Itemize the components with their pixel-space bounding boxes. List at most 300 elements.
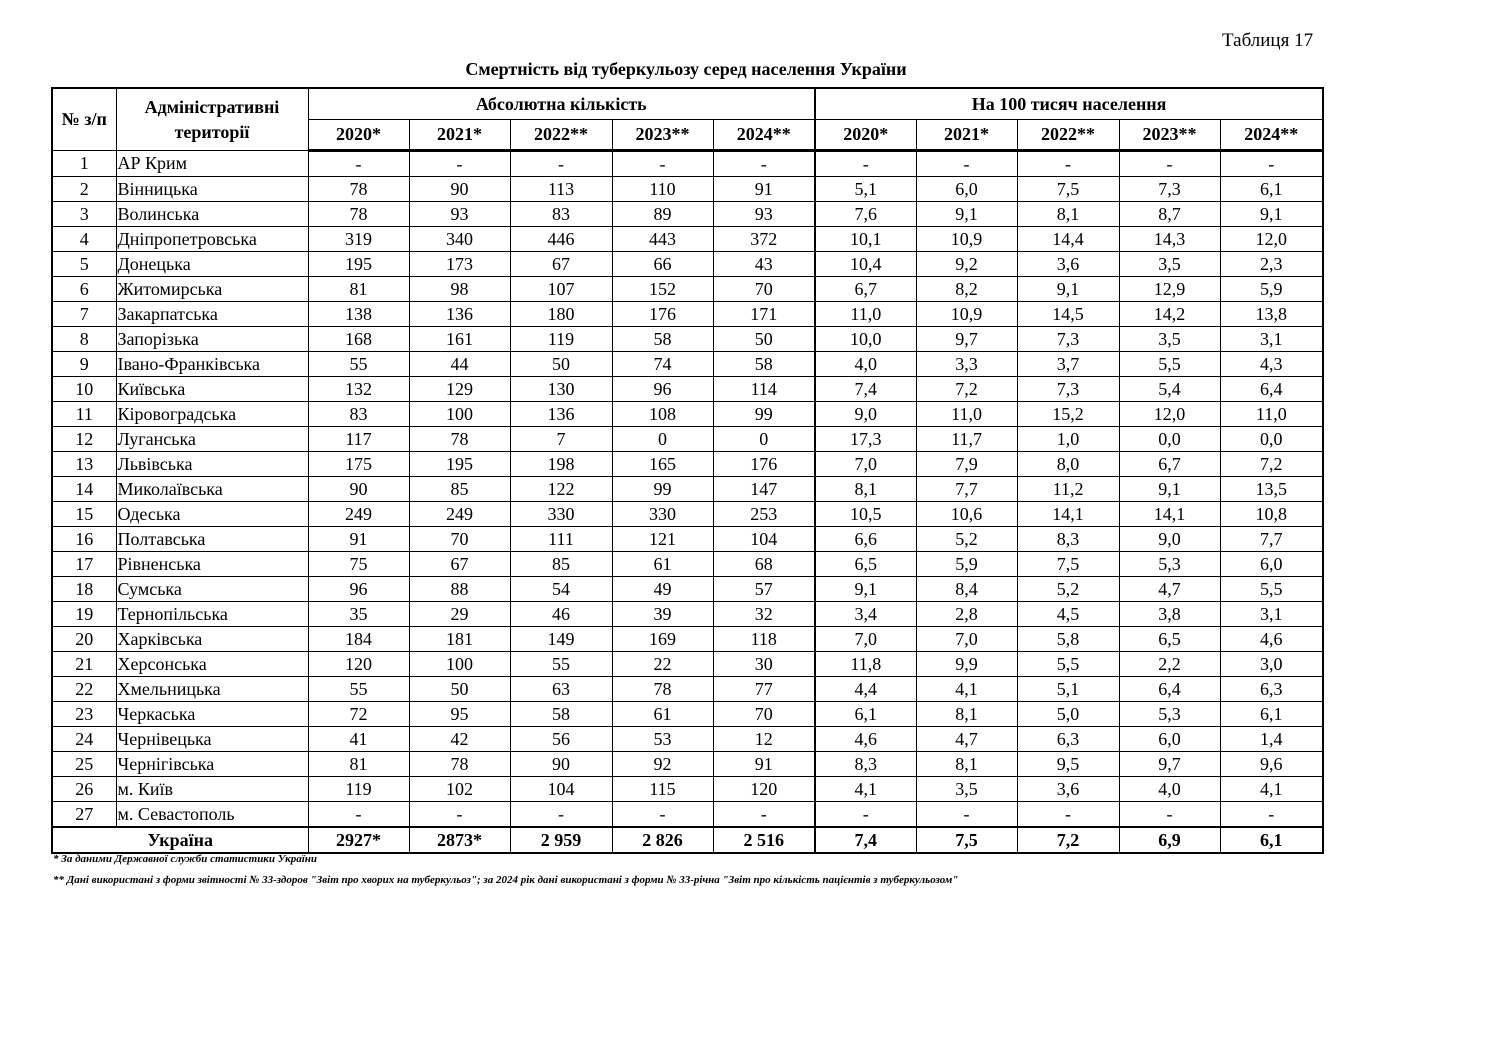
rate-cell: 9,6	[1220, 752, 1323, 777]
territory-name: Чернігівська	[116, 752, 308, 777]
rate-cell: 6,1	[1220, 177, 1323, 202]
absolute-count-cell: 43	[713, 252, 815, 277]
absolute-count-cell: 58	[713, 352, 815, 377]
row-number: 24	[52, 727, 116, 752]
territory-name: Тернопільська	[116, 602, 308, 627]
rate-cell: 9,1	[815, 577, 916, 602]
absolute-count-cell: 104	[510, 777, 612, 802]
absolute-count-cell: 46	[510, 602, 612, 627]
absolute-count-cell: -	[308, 151, 409, 177]
row-number: 20	[52, 627, 116, 652]
row-number: 12	[52, 427, 116, 452]
total-row	[52, 827, 1323, 853]
absolute-count-cell: 78	[308, 202, 409, 227]
rate-cell: 7,0	[815, 627, 916, 652]
absolute-count-cell: 54	[510, 577, 612, 602]
absolute-count-cell: 44	[409, 352, 510, 377]
absolute-count-cell: 50	[713, 327, 815, 352]
table-row	[52, 652, 1323, 677]
rate-cell: 6,9	[1119, 827, 1220, 853]
row-number: 18	[52, 577, 116, 602]
rate-cell: 7,2	[1220, 452, 1323, 477]
rate-cell: -	[916, 151, 1017, 177]
rate-cell: 6,5	[1119, 627, 1220, 652]
absolute-count-cell: 50	[510, 352, 612, 377]
absolute-count-cell: 55	[308, 677, 409, 702]
absolute-count-cell: 330	[612, 502, 713, 527]
rate-cell: 6,0	[1119, 727, 1220, 752]
rate-cell: -	[916, 802, 1017, 828]
rate-cell: 7,5	[1017, 177, 1119, 202]
absolute-count-cell: 100	[409, 402, 510, 427]
rate-cell: 8,0	[1017, 452, 1119, 477]
absolute-count-cell: 249	[409, 502, 510, 527]
absolute-count-cell: 2 826	[612, 827, 713, 853]
territory-name: Дніпропетровська	[116, 227, 308, 252]
rate-cell: 3,7	[1017, 352, 1119, 377]
absolute-count-cell: 249	[308, 502, 409, 527]
header-year-rate: 2023**	[1119, 120, 1220, 151]
absolute-count-cell: 50	[409, 677, 510, 702]
rate-cell: 5,3	[1119, 552, 1220, 577]
absolute-count-cell: 107	[510, 277, 612, 302]
row-number: 6	[52, 277, 116, 302]
absolute-count-cell: 119	[510, 327, 612, 352]
row-number: 26	[52, 777, 116, 802]
absolute-count-cell: 136	[510, 402, 612, 427]
absolute-count-cell: 85	[409, 477, 510, 502]
absolute-count-cell: 61	[612, 552, 713, 577]
absolute-count-cell: 63	[510, 677, 612, 702]
rate-cell: 5,0	[1017, 702, 1119, 727]
rate-cell: 6,3	[1017, 727, 1119, 752]
territory-name: Київська	[116, 377, 308, 402]
absolute-count-cell: 136	[409, 302, 510, 327]
rate-cell: 14,4	[1017, 227, 1119, 252]
row-number: 16	[52, 527, 116, 552]
absolute-count-cell: 67	[409, 552, 510, 577]
rate-cell: 10,9	[916, 227, 1017, 252]
territory-name: Запорізька	[116, 327, 308, 352]
rate-cell: 6,4	[1220, 377, 1323, 402]
rate-cell: 17,3	[815, 427, 916, 452]
absolute-count-cell: 181	[409, 627, 510, 652]
rate-cell: 15,2	[1017, 402, 1119, 427]
rate-cell: -	[1017, 802, 1119, 828]
row-number: 17	[52, 552, 116, 577]
rate-cell: 6,5	[815, 552, 916, 577]
header-absolute: Абсолютна кількість	[308, 88, 815, 120]
rate-cell: 14,2	[1119, 302, 1220, 327]
absolute-count-cell: 7	[510, 427, 612, 452]
header-num: № з/п	[52, 88, 116, 151]
rate-cell: 12,0	[1119, 402, 1220, 427]
absolute-count-cell: 195	[409, 452, 510, 477]
rate-cell: 5,9	[1220, 277, 1323, 302]
rate-cell: 4,1	[815, 777, 916, 802]
row-number: 2	[52, 177, 116, 202]
rate-cell: 14,5	[1017, 302, 1119, 327]
table-row	[52, 227, 1323, 252]
rate-cell: 7,0	[815, 452, 916, 477]
rate-cell: 3,8	[1119, 602, 1220, 627]
rate-cell: -	[1220, 151, 1323, 177]
absolute-count-cell: 55	[308, 352, 409, 377]
absolute-count-cell: 96	[612, 377, 713, 402]
absolute-count-cell: -	[409, 802, 510, 828]
territory-name: Харківська	[116, 627, 308, 652]
territory-name: Черкаська	[116, 702, 308, 727]
rate-cell: 4,1	[1220, 777, 1323, 802]
absolute-count-cell: 340	[409, 227, 510, 252]
header-year-abs: 2020*	[308, 120, 409, 151]
rate-cell: 4,7	[1119, 577, 1220, 602]
table-row	[52, 502, 1323, 527]
rate-cell: 11,0	[1220, 402, 1323, 427]
table-row	[52, 151, 1323, 177]
territory-name: м. Київ	[116, 777, 308, 802]
absolute-count-cell: 115	[612, 777, 713, 802]
table-row	[52, 302, 1323, 327]
rate-cell: 7,7	[916, 477, 1017, 502]
row-number: 22	[52, 677, 116, 702]
rate-cell: 10,0	[815, 327, 916, 352]
territory-name: Кіровоградська	[116, 402, 308, 427]
absolute-count-cell: 91	[713, 177, 815, 202]
absolute-count-cell: 113	[510, 177, 612, 202]
absolute-count-cell: 330	[510, 502, 612, 527]
territory-name: Львівська	[116, 452, 308, 477]
rate-cell: -	[1017, 151, 1119, 177]
absolute-count-cell: 78	[409, 752, 510, 777]
row-number: 19	[52, 602, 116, 627]
table-row	[52, 477, 1323, 502]
absolute-count-cell: 121	[612, 527, 713, 552]
rate-cell: 6,1	[1220, 827, 1323, 853]
territory-name: Рівненська	[116, 552, 308, 577]
rate-cell: 5,2	[916, 527, 1017, 552]
table-row	[52, 402, 1323, 427]
rate-cell: 2,8	[916, 602, 1017, 627]
absolute-count-cell: 96	[308, 577, 409, 602]
absolute-count-cell: 175	[308, 452, 409, 477]
mortality-table	[51, 87, 1324, 854]
rate-cell: 11,0	[916, 402, 1017, 427]
rate-cell: -	[1119, 802, 1220, 828]
territory-name: Хмельницька	[116, 677, 308, 702]
table-row	[52, 377, 1323, 402]
absolute-count-cell: 95	[409, 702, 510, 727]
rate-cell: 6,6	[815, 527, 916, 552]
absolute-count-cell: 90	[409, 177, 510, 202]
absolute-count-cell: 138	[308, 302, 409, 327]
absolute-count-cell: 85	[510, 552, 612, 577]
absolute-count-cell: 70	[713, 702, 815, 727]
absolute-count-cell: 41	[308, 727, 409, 752]
absolute-count-cell: 130	[510, 377, 612, 402]
absolute-count-cell: 78	[308, 177, 409, 202]
rate-cell: 3,6	[1017, 252, 1119, 277]
absolute-count-cell: 89	[612, 202, 713, 227]
rate-cell: -	[815, 151, 916, 177]
rate-cell: 6,0	[1220, 552, 1323, 577]
table-row	[52, 627, 1323, 652]
absolute-count-cell: 99	[612, 477, 713, 502]
absolute-count-cell: 2873*	[409, 827, 510, 853]
rate-cell: 9,1	[1119, 477, 1220, 502]
rate-cell: 10,8	[1220, 502, 1323, 527]
territory-name: Сумська	[116, 577, 308, 602]
rate-cell: 7,3	[1017, 377, 1119, 402]
rate-cell: 14,3	[1119, 227, 1220, 252]
rate-cell: 4,4	[815, 677, 916, 702]
rate-cell: 13,5	[1220, 477, 1323, 502]
header-year-rate: 2022**	[1017, 120, 1119, 151]
absolute-count-cell: 168	[308, 327, 409, 352]
rate-cell: 8,1	[916, 702, 1017, 727]
absolute-count-cell: 29	[409, 602, 510, 627]
rate-cell: 6,1	[1220, 702, 1323, 727]
territory-name: Волинська	[116, 202, 308, 227]
rate-cell: 9,1	[1220, 202, 1323, 227]
rate-cell: 9,2	[916, 252, 1017, 277]
absolute-count-cell: 372	[713, 227, 815, 252]
absolute-count-cell: 58	[510, 702, 612, 727]
rate-cell: 9,5	[1017, 752, 1119, 777]
territory-name: Миколаївська	[116, 477, 308, 502]
rate-cell: 8,1	[815, 477, 916, 502]
absolute-count-cell: 0	[713, 427, 815, 452]
territory-name: АР Крим	[116, 151, 308, 177]
rate-cell: 9,1	[916, 202, 1017, 227]
rate-cell: 3,1	[1220, 327, 1323, 352]
table-row	[52, 552, 1323, 577]
rate-cell: 8,7	[1119, 202, 1220, 227]
absolute-count-cell: 81	[308, 752, 409, 777]
rate-cell: 9,1	[1017, 277, 1119, 302]
header-year-abs: 2024**	[713, 120, 815, 151]
absolute-count-cell: 70	[409, 527, 510, 552]
absolute-count-cell: 2 516	[713, 827, 815, 853]
rate-cell: -	[815, 802, 916, 828]
absolute-count-cell: 176	[612, 302, 713, 327]
absolute-count-cell: 90	[510, 752, 612, 777]
page-title: Смертність від туберкульозу серед населення України	[465, 59, 907, 79]
rate-cell: 5,1	[815, 177, 916, 202]
row-number: 1	[52, 151, 116, 177]
absolute-count-cell: 39	[612, 602, 713, 627]
absolute-count-cell: 78	[409, 427, 510, 452]
absolute-count-cell: 55	[510, 652, 612, 677]
rate-cell: 8,1	[916, 752, 1017, 777]
table-row	[52, 527, 1323, 552]
absolute-count-cell: 67	[510, 252, 612, 277]
rate-cell: 8,3	[815, 752, 916, 777]
absolute-count-cell: 98	[409, 277, 510, 302]
row-number: 14	[52, 477, 116, 502]
absolute-count-cell: 173	[409, 252, 510, 277]
rate-cell: 6,7	[1119, 452, 1220, 477]
absolute-count-cell: 22	[612, 652, 713, 677]
table-row	[52, 427, 1323, 452]
table-row	[52, 352, 1323, 377]
rate-cell: 9,9	[916, 652, 1017, 677]
rate-cell: 11,7	[916, 427, 1017, 452]
row-number: 5	[52, 252, 116, 277]
territory-name: м. Севастополь	[116, 802, 308, 828]
rate-cell: 5,9	[916, 552, 1017, 577]
absolute-count-cell: 176	[713, 452, 815, 477]
rate-cell: 11,0	[815, 302, 916, 327]
table-row	[52, 277, 1323, 302]
absolute-count-cell: 30	[713, 652, 815, 677]
row-number: 13	[52, 452, 116, 477]
rate-cell: 2,2	[1119, 652, 1220, 677]
header-per100k: На 100 тисяч населення	[815, 88, 1323, 120]
absolute-count-cell: 165	[612, 452, 713, 477]
rate-cell: 3,5	[916, 777, 1017, 802]
absolute-count-cell: 119	[308, 777, 409, 802]
rate-cell: 10,6	[916, 502, 1017, 527]
absolute-count-cell: 91	[713, 752, 815, 777]
rate-cell: 3,1	[1220, 602, 1323, 627]
rate-cell: 8,1	[1017, 202, 1119, 227]
rate-cell: -	[1220, 802, 1323, 828]
rate-cell: 6,1	[815, 702, 916, 727]
rate-cell: 5,5	[1119, 352, 1220, 377]
absolute-count-cell: 0	[612, 427, 713, 452]
absolute-count-cell: 195	[308, 252, 409, 277]
header-year-abs: 2021*	[409, 120, 510, 151]
footnote-2: ** Дані використані з форми звітності № 33-здоров "Звіт про хворих на туберкульоз"; за 2024 рік дані використані з форми № 33-річна "Звіт про кількість пацієнтів з туберкульозом"	[53, 874, 959, 886]
rate-cell: 5,8	[1017, 627, 1119, 652]
absolute-count-cell: -	[308, 802, 409, 828]
absolute-count-cell: 92	[612, 752, 713, 777]
absolute-count-cell: 91	[308, 527, 409, 552]
rate-cell: 10,1	[815, 227, 916, 252]
rate-cell: 1,4	[1220, 727, 1323, 752]
rate-cell: 4,6	[815, 727, 916, 752]
absolute-count-cell: 147	[713, 477, 815, 502]
absolute-count-cell: 93	[409, 202, 510, 227]
rate-cell: 9,0	[815, 402, 916, 427]
rate-cell: 11,8	[815, 652, 916, 677]
row-number: 8	[52, 327, 116, 352]
absolute-count-cell: -	[612, 151, 713, 177]
absolute-count-cell: 49	[612, 577, 713, 602]
absolute-count-cell: 171	[713, 302, 815, 327]
territory-name: Полтавська	[116, 527, 308, 552]
absolute-count-cell: 184	[308, 627, 409, 652]
absolute-count-cell: 129	[409, 377, 510, 402]
absolute-count-cell: 180	[510, 302, 612, 327]
absolute-count-cell: 104	[713, 527, 815, 552]
rate-cell: 6,4	[1119, 677, 1220, 702]
table-row	[52, 327, 1323, 352]
rate-cell: 8,3	[1017, 527, 1119, 552]
rate-cell: 7,6	[815, 202, 916, 227]
rate-cell: 7,3	[1119, 177, 1220, 202]
header-year-rate: 2020*	[815, 120, 916, 151]
absolute-count-cell: -	[713, 151, 815, 177]
absolute-count-cell: 32	[713, 602, 815, 627]
absolute-count-cell: 120	[308, 652, 409, 677]
absolute-count-cell: -	[409, 151, 510, 177]
row-number: 15	[52, 502, 116, 527]
rate-cell: 4,1	[916, 677, 1017, 702]
absolute-count-cell: 102	[409, 777, 510, 802]
rate-cell: 5,4	[1119, 377, 1220, 402]
absolute-count-cell: -	[713, 802, 815, 828]
rate-cell: 7,3	[1017, 327, 1119, 352]
row-number: 4	[52, 227, 116, 252]
footnote-1: * За даними Державної служби статистики України	[53, 853, 317, 865]
rate-cell: 7,2	[916, 377, 1017, 402]
territory-name: Луганська	[116, 427, 308, 452]
absolute-count-cell: 77	[713, 677, 815, 702]
rate-cell: 14,1	[1017, 502, 1119, 527]
absolute-count-cell: 108	[612, 402, 713, 427]
absolute-count-cell: 57	[713, 577, 815, 602]
rate-cell: 12,0	[1220, 227, 1323, 252]
absolute-count-cell: 90	[308, 477, 409, 502]
absolute-count-cell: 152	[612, 277, 713, 302]
rate-cell: 4,3	[1220, 352, 1323, 377]
total-label: Україна	[52, 827, 308, 853]
absolute-count-cell: 68	[713, 552, 815, 577]
absolute-count-cell: 81	[308, 277, 409, 302]
rate-cell: 9,7	[916, 327, 1017, 352]
rate-cell: 4,7	[916, 727, 1017, 752]
absolute-count-cell: 56	[510, 727, 612, 752]
rate-cell: 6,3	[1220, 677, 1323, 702]
absolute-count-cell: -	[612, 802, 713, 828]
rate-cell: 5,2	[1017, 577, 1119, 602]
rate-cell: 9,0	[1119, 527, 1220, 552]
territory-name: Закарпатська	[116, 302, 308, 327]
rate-cell: 7,7	[1220, 527, 1323, 552]
absolute-count-cell: 70	[713, 277, 815, 302]
rate-cell: 7,5	[916, 827, 1017, 853]
rate-cell: 12,9	[1119, 277, 1220, 302]
absolute-count-cell: 93	[713, 202, 815, 227]
rate-cell: 5,3	[1119, 702, 1220, 727]
territory-name: Херсонська	[116, 652, 308, 677]
row-number: 10	[52, 377, 116, 402]
absolute-count-cell: 118	[713, 627, 815, 652]
table-row	[52, 677, 1323, 702]
absolute-count-cell: 161	[409, 327, 510, 352]
table-row	[52, 452, 1323, 477]
table-row	[52, 202, 1323, 227]
rate-cell: 9,7	[1119, 752, 1220, 777]
absolute-count-cell: 2 959	[510, 827, 612, 853]
absolute-count-cell: 100	[409, 652, 510, 677]
table-row	[52, 727, 1323, 752]
absolute-count-cell: 58	[612, 327, 713, 352]
row-number: 11	[52, 402, 116, 427]
absolute-count-cell: 75	[308, 552, 409, 577]
absolute-count-cell: 120	[713, 777, 815, 802]
absolute-count-cell: 319	[308, 227, 409, 252]
row-number: 21	[52, 652, 116, 677]
territory-name: Івано-Франківська	[116, 352, 308, 377]
table-row	[52, 777, 1323, 802]
rate-cell: 5,5	[1017, 652, 1119, 677]
absolute-count-cell: 12	[713, 727, 815, 752]
header-year-abs: 2022**	[510, 120, 612, 151]
absolute-count-cell: 35	[308, 602, 409, 627]
